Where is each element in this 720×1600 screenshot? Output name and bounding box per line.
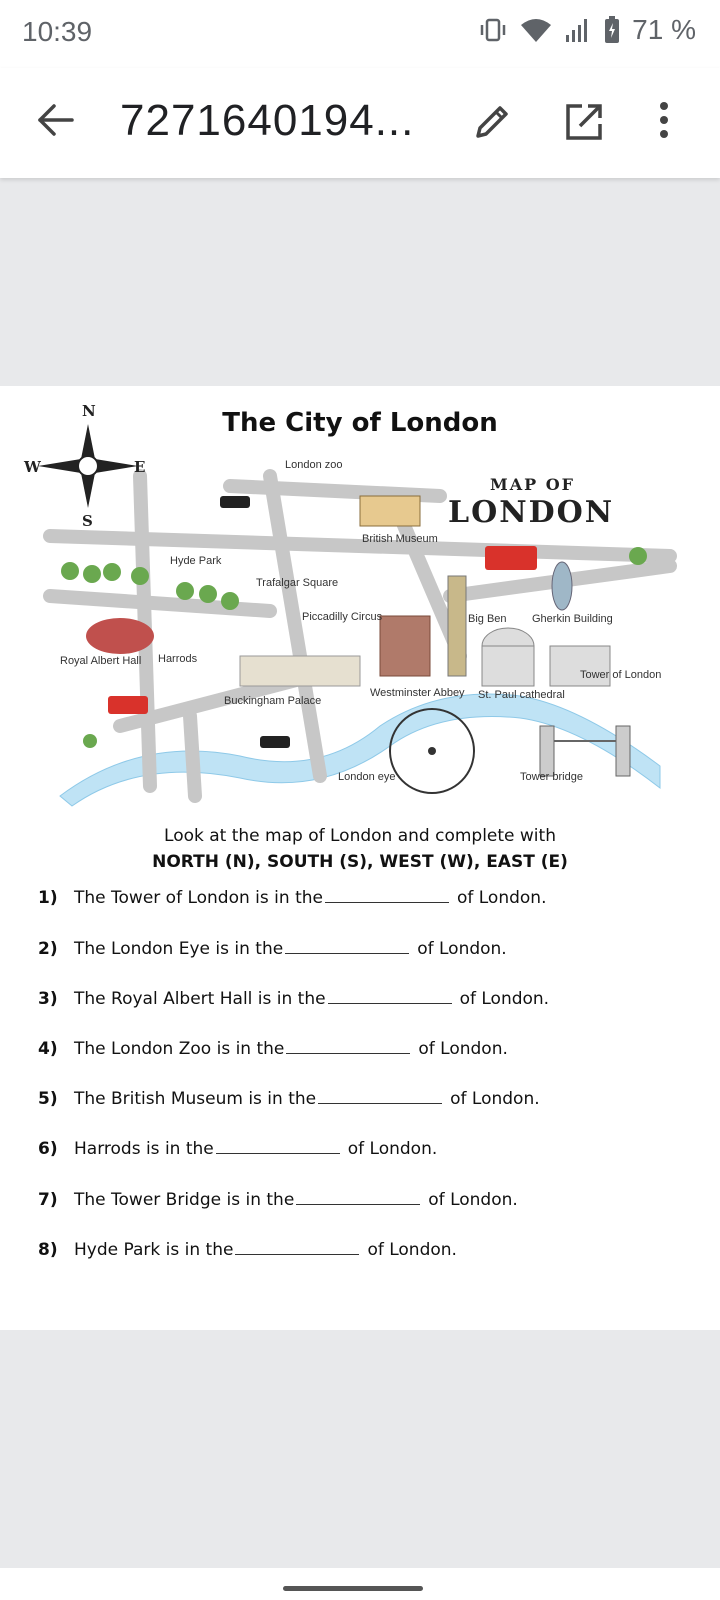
home-gesture-handle[interactable] <box>283 1586 423 1591</box>
question-suffix: of London. <box>347 1139 438 1159</box>
edit-button[interactable] <box>470 100 514 144</box>
label-royal-albert: Royal Albert Hall <box>60 655 142 667</box>
question-text: The Tower of London is in the <box>74 888 323 908</box>
document-viewer[interactable] <box>0 178 720 1568</box>
royal-albert-hall-icon <box>86 618 154 654</box>
answer-blank[interactable] <box>235 1241 359 1255</box>
question-3 <box>38 989 549 1009</box>
open-external-button[interactable] <box>562 100 606 144</box>
answer-blank[interactable] <box>286 1040 410 1054</box>
answer-blank[interactable] <box>216 1140 340 1154</box>
question-number: 1) <box>38 888 58 908</box>
answer-blank[interactable] <box>285 940 409 954</box>
vibrate-icon <box>478 17 508 43</box>
label-tower-london: Tower of London <box>580 669 662 681</box>
map-header-small: MAP OF <box>490 475 576 494</box>
question-2 <box>38 939 507 959</box>
question-8 <box>38 1240 457 1260</box>
document-title: 7271640194... <box>120 96 415 145</box>
more-options-button[interactable] <box>652 98 676 142</box>
question-text: The British Museum is in the <box>74 1089 317 1109</box>
question-suffix: of London. <box>367 1240 457 1260</box>
label-westminster: Westminster Abbey <box>370 687 465 699</box>
label-tower-bridge: Tower bridge <box>520 771 583 783</box>
british-museum-icon <box>360 496 420 526</box>
question-suffix: of London. <box>459 989 550 1009</box>
label-trafalgar: Trafalgar Square <box>256 577 339 589</box>
battery-icon <box>604 16 620 44</box>
signal-icon <box>564 17 592 43</box>
back-button[interactable] <box>34 98 78 142</box>
bus-icon <box>108 546 537 714</box>
question-suffix: of London. <box>450 1089 540 1109</box>
label-gherkin: Gherkin Building <box>532 613 613 625</box>
arrow-back-icon <box>34 98 78 142</box>
navigation-bar <box>0 1568 720 1600</box>
battery-percent: 71 % <box>632 14 696 45</box>
map-header-big: LONDON <box>448 495 615 530</box>
london-map <box>20 396 700 816</box>
question-suffix: of London. <box>428 1190 518 1210</box>
question-number: 7) <box>38 1190 58 1210</box>
question-1 <box>38 888 546 908</box>
question-text: The Tower Bridge is in the <box>74 1190 295 1210</box>
label-zoo: London zoo <box>285 459 343 471</box>
label-st-paul: St. Paul cathedral <box>478 689 565 701</box>
compass-rose <box>38 424 138 508</box>
big-ben-icon <box>448 576 466 676</box>
question-4 <box>38 1039 508 1059</box>
compass-e: E <box>134 458 146 476</box>
label-british-museum: British Museum <box>362 533 438 545</box>
label-london-eye: London eye <box>338 771 396 783</box>
question-suffix: of London. <box>418 1039 508 1059</box>
map-title: The City of London <box>222 408 498 438</box>
label-big-ben: Big Ben <box>468 613 507 625</box>
open-in-new-icon <box>562 100 606 144</box>
answer-blank[interactable] <box>318 1090 442 1104</box>
question-number: 6) <box>38 1139 58 1159</box>
more-vert-icon <box>652 98 676 142</box>
compass-w: W <box>24 458 41 476</box>
question-7 <box>38 1190 518 1210</box>
question-number: 2) <box>38 939 58 959</box>
app-bar <box>0 68 720 178</box>
answer-blank[interactable] <box>328 990 452 1004</box>
question-6 <box>38 1139 437 1159</box>
question-number: 3) <box>38 989 58 1009</box>
label-hyde-park: Hyde Park <box>170 555 222 567</box>
question-5 <box>38 1089 540 1109</box>
question-text: The London Zoo is in the <box>74 1039 285 1059</box>
question-text: Harrods is in the <box>74 1139 214 1159</box>
answer-blank[interactable] <box>325 889 449 903</box>
label-piccadilly: Piccadilly Circus <box>302 611 383 623</box>
westminster-abbey-icon <box>380 616 430 676</box>
status-icons <box>478 14 696 46</box>
label-harrods: Harrods <box>158 653 198 665</box>
worksheet-page <box>0 386 720 1330</box>
question-number: 5) <box>38 1089 58 1109</box>
pencil-icon <box>470 100 514 144</box>
question-number: 4) <box>38 1039 58 1059</box>
status-time: 10:39 <box>22 16 93 47</box>
buckingham-palace-icon <box>240 656 360 686</box>
question-text: The Royal Albert Hall is in the <box>74 989 326 1009</box>
question-suffix: of London. <box>417 939 507 959</box>
question-text: Hyde Park is in the <box>74 1240 234 1260</box>
st-paul-icon <box>482 628 534 686</box>
compass-n: N <box>82 402 96 420</box>
instruction-line-2: NORTH (N), SOUTH (S), WEST (W), EAST (E) <box>152 852 568 872</box>
gherkin-icon <box>552 562 572 610</box>
compass-s: S <box>82 512 93 530</box>
wifi-icon <box>520 17 552 43</box>
question-number: 8) <box>38 1240 58 1260</box>
question-text: The London Eye is in the <box>74 939 284 959</box>
answer-blank[interactable] <box>296 1191 420 1205</box>
question-suffix: of London. <box>456 888 547 908</box>
instruction-line-1: Look at the map of London and complete with <box>164 826 556 846</box>
status-bar <box>0 0 720 68</box>
label-buckingham: Buckingham Palace <box>224 695 322 707</box>
